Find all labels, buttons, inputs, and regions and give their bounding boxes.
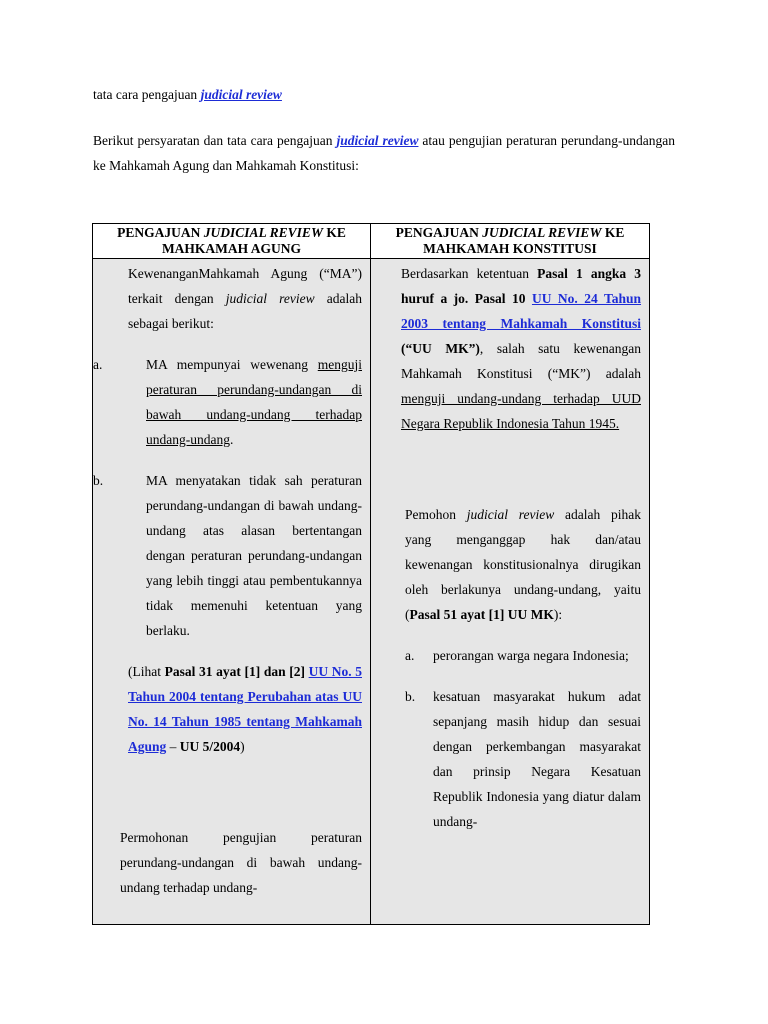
ma-petition-paragraph: Permohonan pengujian peraturan perundang-undangan di bawah undang-undang terhadap undang- — [120, 830, 362, 895]
cell-mahkamah-agung — [93, 259, 371, 925]
doc-heading — [93, 87, 282, 103]
uu-24-2003-link[interactable]: UU No. 24 Tahun 2003 tentang Mahkamah Konstitusi — [401, 291, 642, 331]
mk-applicant-paragraph: Pemohon judicial review adalah pihak yang menganggap hak dan/atau kewenangan konstitusionalnya dirugikan oleh berlakunya undang-undang, yaitu (Pasal 51 ayat [1] UU MK): — [405, 507, 641, 622]
intro-text-1: Berikut persyaratan dan tata cara pengajuan — [93, 133, 337, 148]
table-body-row — [93, 259, 650, 925]
ma-authority-paragraph: KewenanganMahkamah Agung (“MA”) terkait dengan judicial review adalah sebagai berikut: — [128, 266, 362, 331]
intro-judicial-review-link[interactable]: judicial review — [336, 133, 419, 148]
uu-5-2004-link[interactable]: UU No. 5 Tahun 2004 tentang Perubahan atas UU No. 14 Tahun 1985 tentang Mahkamah Agung — [128, 664, 362, 754]
mk-authority-paragraph: Berdasarkan ketentuan Pasal 1 angka 3 huruf a jo. Pasal 10 UU No. 24 Tahun 2003 tentang Mahkamah Konstitusi (“UU MK”), salah satu kewenangan Mahkamah Konstitusi (“MK”) adalah menguji undang-undang terhadap UUD Negara Republik Indonesia Tahun 1945. — [401, 266, 642, 431]
list-item: b. kesatuan masyarakat hukum adat sepanjang masih hidup dan sesuai dengan perkembangan masyarakat dan prinsip Negara Kesatuan Republik Indonesia yang diatur dalam undang- — [405, 689, 641, 829]
comparison-table — [92, 223, 650, 925]
header-mahkamah-konstitusi: PENGAJUAN JUDICIAL REVIEW KE MAHKAMAH KONSTITUSI — [371, 224, 650, 259]
intro-text-2: atau pengujian peraturan perundang-undangan ke Mahkamah Agung dan Mahkamah Konstitusi: — [93, 133, 675, 173]
judicial-review-link[interactable]: judicial review — [200, 87, 282, 102]
list-item: b. MA menyatakan tidak sah peraturan perundang-undangan di bawah undang-undang atas alasan bertentangan dengan peraturan perundang-undangan yang lebih tinggi atau pembentukannya tidak memenuhi ketentuan yang berlaku. — [93, 473, 362, 638]
list-item: a. MA mempunyai wewenang menguji peraturan perundang-undangan di bawah undang-undang terhadap undang-undang. — [93, 357, 362, 447]
cell-mahkamah-konstitusi — [371, 259, 650, 925]
header-mahkamah-agung: PENGAJUAN JUDICIAL REVIEW KE MAHKAMAH AGUNG — [93, 224, 371, 259]
heading-text: tata cara pengajuan — [93, 87, 201, 102]
ma-legal-reference: (Lihat Pasal 31 ayat [1] dan [2] UU No. 5 Tahun 2004 tentang Perubahan atas UU No. 14 Tahun 1985 tentang Mahkamah Agung – UU 5/2004) — [128, 664, 362, 754]
table-header-row — [93, 224, 650, 259]
list-item: a. perorangan warga negara Indonesia; — [405, 648, 629, 663]
intro-paragraph — [93, 128, 675, 178]
